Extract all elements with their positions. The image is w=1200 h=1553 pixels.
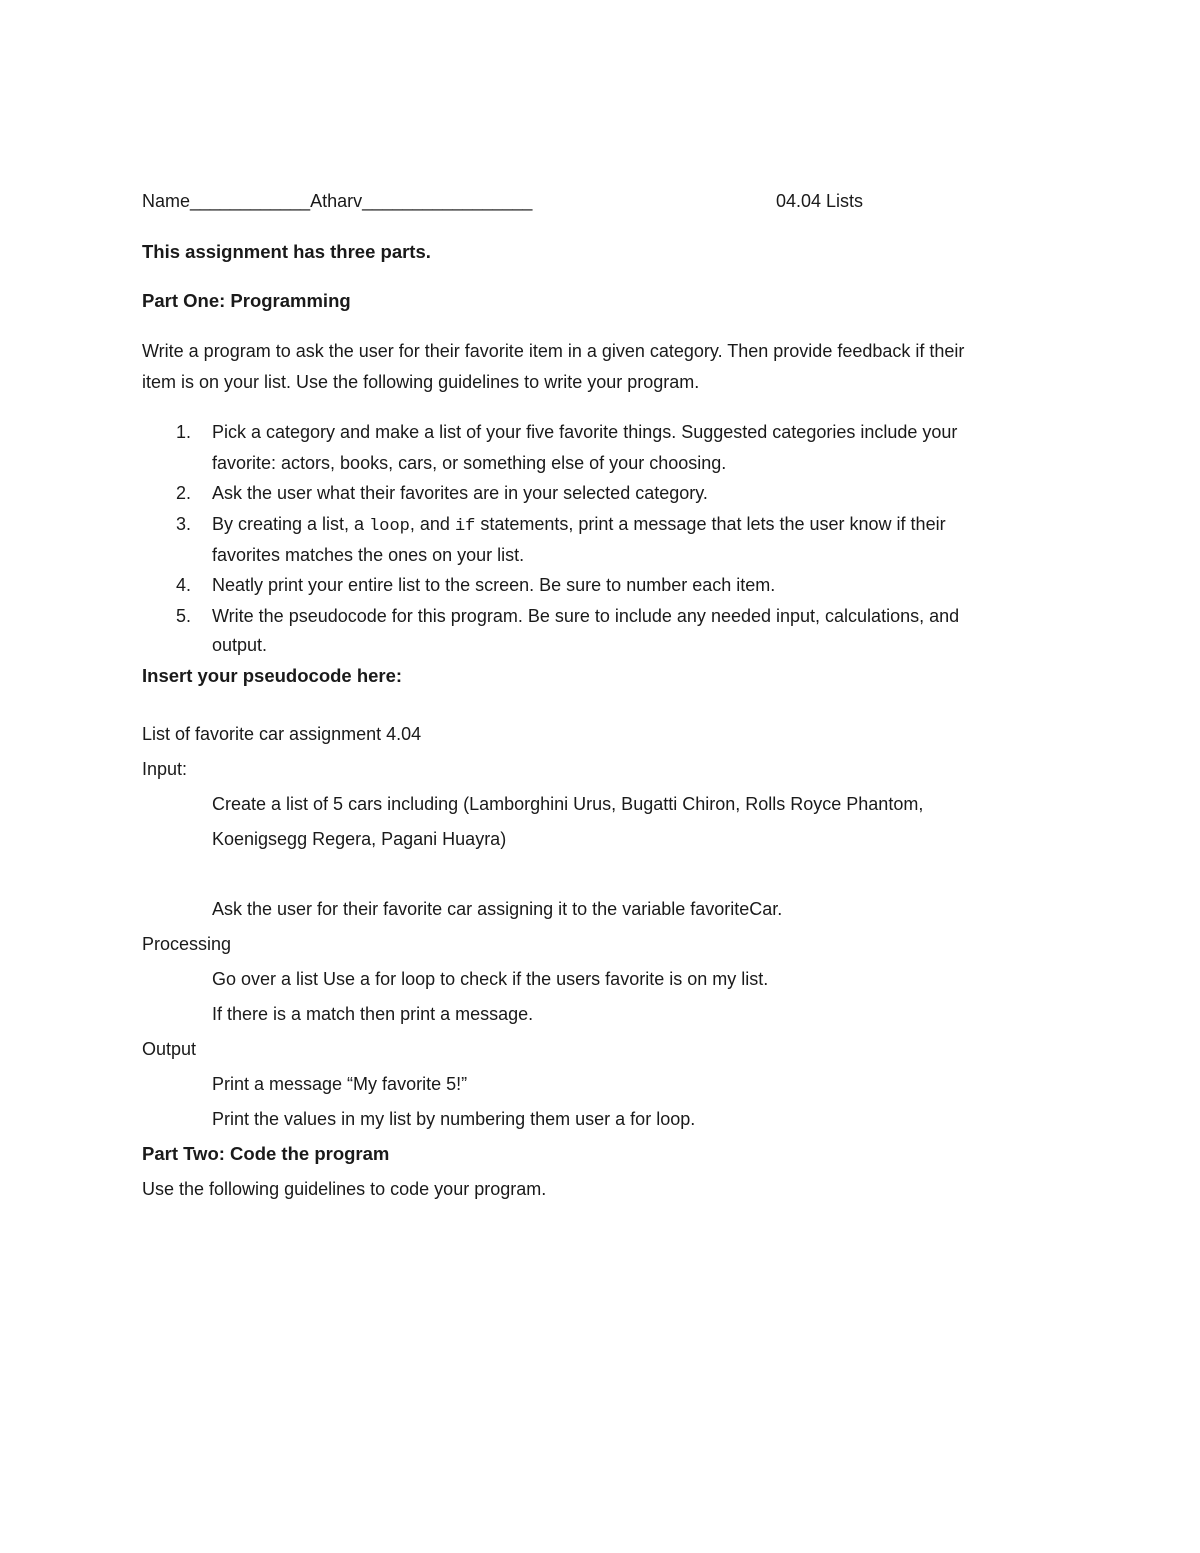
output-line: Print a message “My favorite 5!” [212,1074,468,1094]
input-label: Input: [142,759,188,779]
step-text-continued: output. [212,635,268,655]
intro-heading: This assignment has three parts. [142,241,431,262]
step-text: Pick a category and make a list of your five favorite things. Suggested categories include your [212,422,958,442]
processing-label: Processing [142,934,232,954]
step-number: 3. [176,514,192,534]
input-line: Koenigsegg Regera, Pagani Huayra) [212,829,507,849]
input-line: Ask the user for their favorite car assigning it to the variable favoriteCar. [212,899,783,919]
step-text-segment: , and [409,514,455,534]
processing-line: Go over a list Use a for loop to check if the users favorite is on my list. [212,969,769,989]
processing-line: If there is a match then print a message. [212,1004,534,1024]
output-line: Print the values in my list by numbering them user a for loop. [212,1109,696,1129]
pseudocode-heading: Insert your pseudocode here: [142,665,403,686]
output-label: Output [142,1039,197,1059]
code-keyword-if: if [454,517,476,536]
step-text-continued: favorites matches the ones on your list. [212,545,525,565]
part-two-description: Use the following guidelines to code your program. [142,1179,547,1199]
input-line: Create a list of 5 cars including (Lamborghini Urus, Bugatti Chiron, Rolls Royce Phantom, [212,794,924,814]
part-two-heading: Part Two: Code the program [142,1143,390,1164]
step-text [212,512,946,539]
step-number: 2. [176,483,192,503]
step-text: Neatly print your entire list to the screen. Be sure to number each item. [212,575,776,595]
name-line: Name____________Atharv_________________ [142,191,533,211]
pseudocode-title: List of favorite car assignment 4.04 [142,724,422,744]
assignment-title: 04.04 Lists [776,191,864,211]
step-text-segment: By creating a list, a [212,514,370,534]
step-number: 4. [176,575,192,595]
code-keyword-loop: loop [369,517,410,536]
part-one-description-line-2: item is on your list. Use the following guidelines to write your program. [142,372,700,392]
step-number: 1. [176,422,192,442]
step-text-segment: statements, print a message that lets the user know if their [475,514,946,534]
step-text: Write the pseudocode for this program. Be sure to include any needed input, calculations, and [212,606,960,626]
step-text: Ask the user what their favorites are in your selected category. [212,483,708,503]
step-text-continued: favorite: actors, books, cars, or something else of your choosing. [212,453,727,473]
part-one-heading: Part One: Programming [142,290,351,311]
part-one-description-line-1: Write a program to ask the user for their favorite item in a given category. Then provide feedback if their [142,341,965,361]
step-number: 5. [176,606,192,626]
